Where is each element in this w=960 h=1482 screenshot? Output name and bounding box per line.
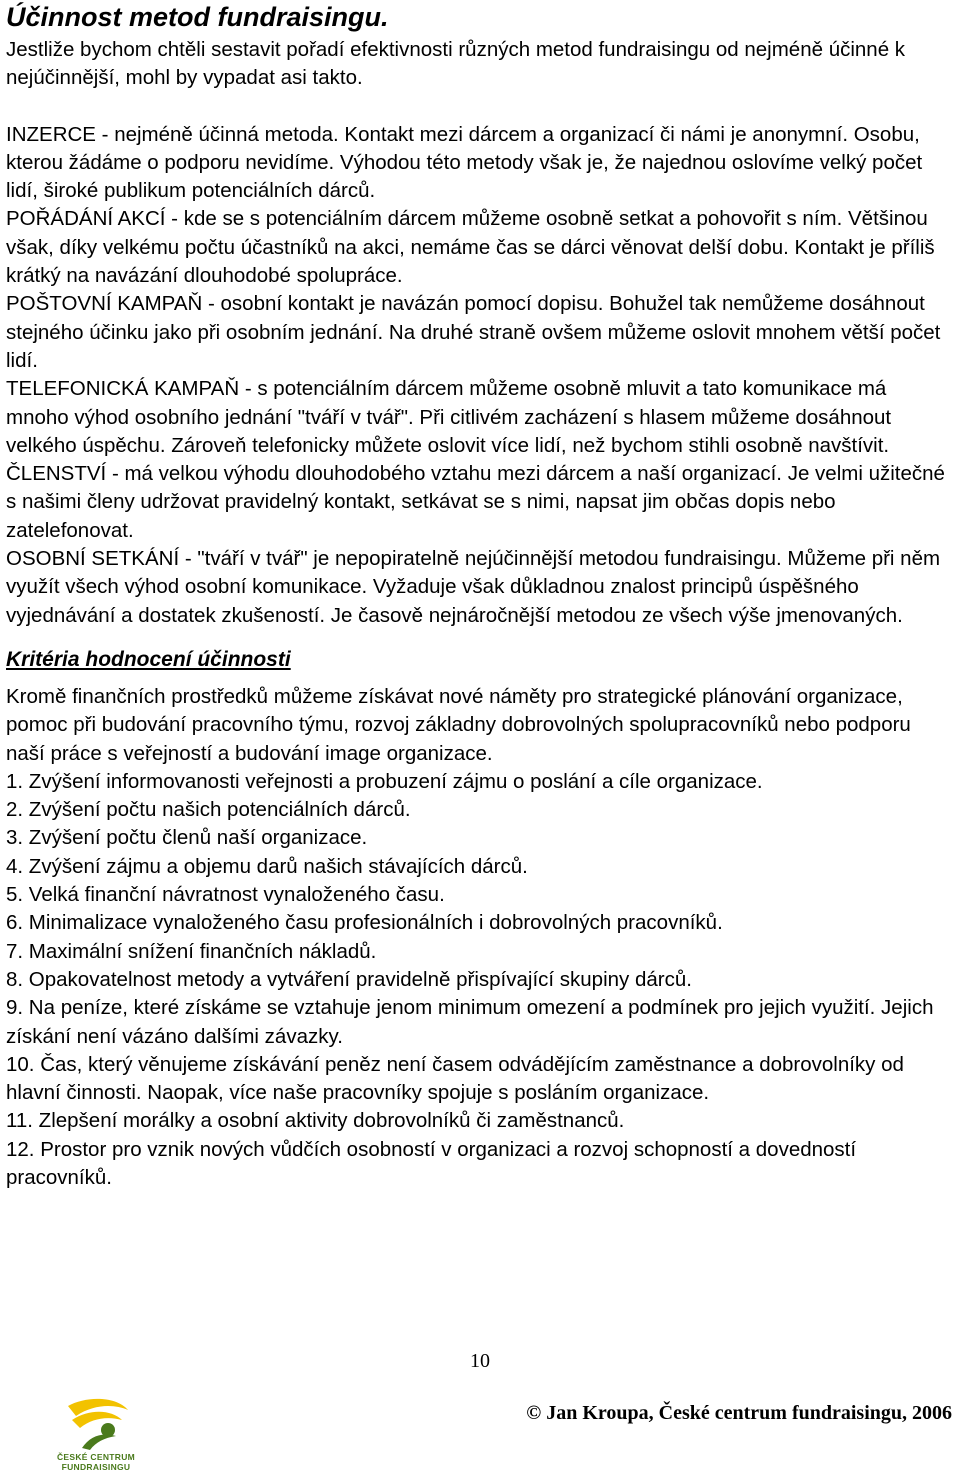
criteria-section <box>6 683 954 1192</box>
method-inzerce: INZERCE - nejméně účinná metoda. Kontakt mezi dárcem a organizací či námi je anonymní. Osobu, kterou žádáme o podporu nevidíme. Výhodou této metody však je, že najednou oslovíme velký počet lidí, široké publikum potenciálních dárců. <box>6 122 923 203</box>
criteria-item: 5. Velká finanční návratnost vynaloženého času. <box>6 883 445 907</box>
criteria-heading: Kritéria hodnocení účinnosti <box>6 647 291 671</box>
logo-line-2: FUNDRAISINGU <box>61 1462 131 1472</box>
criteria-list <box>6 768 954 1192</box>
criteria-item: 9. Na peníze, které získáme se vztahuje jenom minimum omezení a podmínek pro jejich využití. Jejich získání není vázáno dalšími závazky. <box>6 996 934 1048</box>
document-title: Účinnost metod fundraisingu. <box>6 2 389 32</box>
criteria-item: 12. Prostor pro vznik nových vůdčích osobností v organizaci a rozvoj schopností a dovedností pracovníků. <box>6 1137 857 1189</box>
criteria-item: 6. Minimalizace vynaloženého času profesionálních i dobrovolných pracovníků. <box>6 911 723 935</box>
page-number: 10 <box>470 1350 490 1372</box>
criteria-item: 3. Zvýšení počtu členů naší organizace. <box>6 826 368 850</box>
method-postovni-kampan: POŠTOVNÍ KAMPAŇ - osobní kontakt je navázán pomocí dopisu. Bohužel tak nemůžeme dosáhnout stejného účinku jako při osobním jednání. Na druhé straně ovšem můžeme oslovit mnohem větší počet lidí. <box>6 292 941 372</box>
logo-text <box>46 1452 146 1472</box>
criteria-item: 2. Zvýšení počtu našich potenciálních dárců. <box>6 798 411 822</box>
methods-section <box>6 36 954 630</box>
intro-paragraph: Jestliže bychom chtěli sestavit pořadí efektivnosti různých metod fundraisingu od nejméně účinné k nejúčinnější, mohl by vypadat asi takto. <box>6 38 906 90</box>
criteria-item: 4. Zvýšení zájmu a objemu darů našich stávajících dárců. <box>6 854 528 878</box>
criteria-item: 11. Zlepšení morálky a osobní aktivity dobrovolníků či zaměstnanců. <box>6 1109 625 1133</box>
document-page <box>6 2 954 1192</box>
paragraph-gap <box>6 93 954 121</box>
criteria-item: 7. Maximální snížení finančních nákladů. <box>6 939 377 963</box>
method-osobni-setkani: OSOBNÍ SETKÁNÍ - "tváří v tvář" je nepopiratelně nejúčinnější metodou fundraisingu. Můžeme při něm využít všech výhod osobní komunikace. Vyžaduje však důkladnou znalost principů úspěšného vyjednávání a dostatek zkušeností. Je časově nejnáročnější metodou ze všech výše jmenovaných. <box>6 547 941 627</box>
fundraising-logo <box>46 1396 146 1476</box>
method-telefonicka-kampan: TELEFONICKÁ KAMPAŇ - s potenciálním dárcem můžeme osobně mluvit a tato komunikace má mnoho výhod osobního jednání "tváří v tvář". Při citlivém zacházení s hlasem můžeme dosáhnout velkého úspěchu. Zároveň telefonicky můžete oslovit více lidí, než bychom stihli osobně navštívit. <box>6 377 892 457</box>
criteria-item: 8. Opakovatelnost metody a vytváření pravidelně přispívající skupiny dárců. <box>6 967 692 991</box>
method-clenstvi: ČLENSTVÍ - má velkou výhodu dlouhodobého vztahu mezi dárcem a naší organizací. Je velmi užitečné s našimi členy udržovat pravidelný kontakt, setkávat se s nimi, napsat jim občas dopis nebo zatelefonovat. <box>6 462 945 542</box>
criteria-item: 10. Čas, který věnujeme získávání peněz není časem odvádějícím zaměstnance a dobrovolníky od hlavní činnosti. Naopak, více naše pracovníky spojuje s posláním organizace. <box>6 1052 904 1105</box>
logo-line-1: ČESKÉ CENTRUM <box>56 1452 136 1462</box>
fundraising-logo-icon <box>46 1396 146 1452</box>
copyright-notice: © Jan Kroupa, České centrum fundraisingu, 2006 <box>526 1402 952 1424</box>
criteria-item: 1. Zvýšení informovanosti veřejnosti a probuzení zájmu o poslání a cíle organizace. <box>6 769 763 793</box>
method-poradani-akci: POŘÁDÁNÍ AKCÍ - kde se s potenciálním dárcem můžeme osobně setkat a pohovořit s ním. Většinou však, díky velkému počtu účastníků na akci, nemáme čas se dárci věnovat delší dobu. Kontakt je příliš krátký na navázání dlouhodobé spolupráce. <box>6 207 935 288</box>
criteria-intro: Kromě finančních prostředků můžeme získávat nové náměty pro strategické plánování organizace, pomoc při budování pracovního týmu, rozvoj základny dobrovolných spolupracovníků nebo podporu naší práce s veřejností a budování image organizace. <box>6 684 911 765</box>
